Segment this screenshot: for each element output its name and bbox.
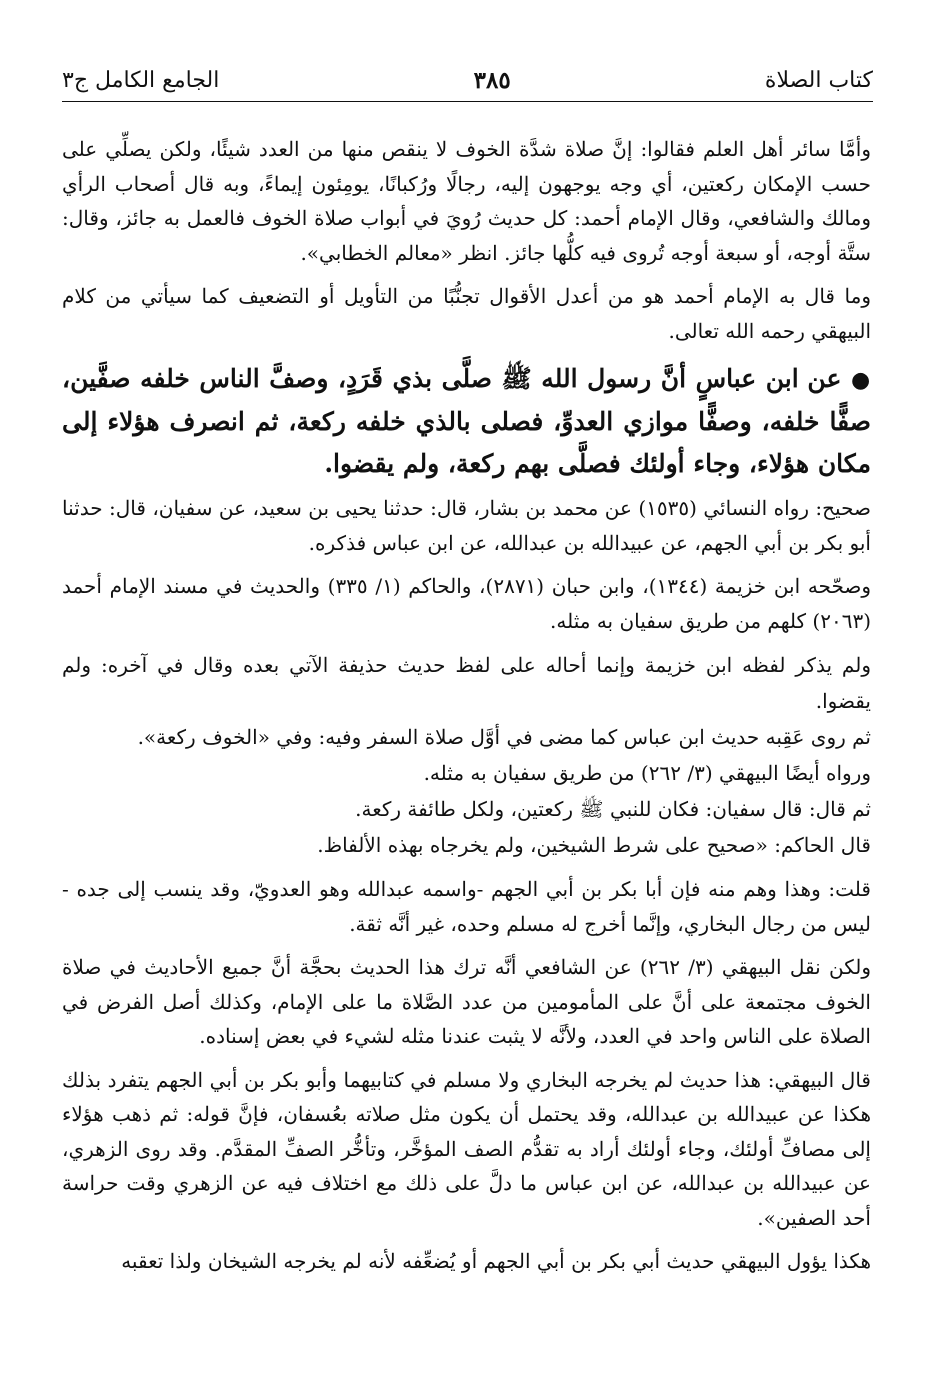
paragraph: قلت: وهذا وهم منه فإن أبا بكر بن أبي الجهم -واسمه عبدالله وهو العدويّ، وقد ينسب إلى جده - ليس من رجال البخاري، وإنَّما أخرج له مسلم وحده، غير أنَّه ثقة. [62, 877, 871, 936]
paragraph: ثم قال: قال سفيان: فكان للنبي ﷺ ركعتين، ولكل طائفة ركعة. [355, 797, 871, 821]
book-title: الجامع الكامل ج٣ [62, 67, 220, 93]
paragraph: قال الحاكم: «صحيح على شرط الشيخين، ولم يخرجاه بهذه الألفاظ. [317, 833, 871, 857]
page-body [62, 132, 871, 1279]
running-header [62, 62, 873, 98]
header-rule [62, 101, 873, 102]
paragraph: ورواه أيضًا البيهقي (٣/ ٢٦٢) من طريق سفيان به مثله. [423, 761, 871, 785]
paragraph: وما قال به الإمام أحمد هو من أعدل الأقوال تجنُّبًا من التأويل أو التضعيف كما سيأتي من كلام البيهقي رحمه الله تعالى. [62, 284, 871, 343]
paragraph: ولكن نقل البيهقي (٣/ ٢٦٢) عن الشافعي أنَّه ترك هذا الحديث بحجَّة أنَّ جميع الأحاديث في صلاة الخوف مجتمعة على أنَّ على المأمومين من عدد الصَّلاة ما على الإمام، وكذلك أصل الفرض في الصلاة على الناس واحد في العدد، ولأنَّه لا يثبت عندنا مثله لشيء في بعض إسناده. [62, 955, 871, 1048]
paragraph: صحيح: رواه النسائي (١٥٣٥) عن محمد بن بشار، قال: حدثنا يحيى بن سعيد، عن سفيان، قال: حدثنا أبو بكر بن أبي الجهم، عن عبيدالله بن عبدالله، عن ابن عباس فذكره. [62, 496, 871, 555]
hadith-text [62, 358, 871, 485]
chapter-title: كتاب الصلاة [764, 67, 873, 93]
bullet-icon: ● [850, 367, 871, 393]
paragraph: قال البيهقي: هذا حديث لم يخرجه البخاري ولا مسلم في كتابيهما وأبو بكر بن أبي الجهم يتفرد بذلك هكذا عن عبيدالله بن عبدالله، وقد يحتمل أن يكون مثل صلاته بعُسفان، فإنَّ قوله: ثم ذهب هؤلاء إلى مصافِّ أولئك، وجاء أولئك أراد به تقدُّم الصف المؤخَّر، وتأخُّر الصفِّ المقدَّم. وقد روى الزهري، عن عبيدالله بن عبدالله، عن ابن عباس ما دلَّ على ذلك مع اختلاف فيه عن الزهري وقت حراسة أحد الصفين». [62, 1067, 871, 1230]
paragraph: وصحّحه ابن خزيمة (١٣٤٤)، وابن حبان (٢٨٧١)، والحاكم (١/ ٣٣٥) والحديث في مسند الإمام أحمد (٢٠٦٣) كلهم من طريق سفيان به مثله. [62, 574, 872, 633]
paragraph: ولم يذكر لفظه ابن خزيمة وإنما أحاله على لفظ حديث حذيفة الآتي بعده وقال في آخره: ولم يقضوا. [62, 653, 871, 713]
paragraph: وأمَّا سائر أهل العلم فقالوا: إنَّ صلاة شدَّة الخوف لا ينقص منها من العدد شيئًا، ولكن يصلِّي على حسب الإمكان ركعتين، أي وجه يوجهون إليه، رجالًا ورُكبانًا، يومِئون إيماءً، وبه قال أصحاب الرأي ومالك والشافعي، وقال الإمام أحمد: كل حديث رُويَ في أبواب صلاة الخوف فالعمل به جائز، وقال: ستَّة أوجه، أو سبعة أوجه تُروى فيه كلُّها جائز. انظر «معالم الخطابي». [62, 137, 871, 265]
paragraph: هكذا يؤول البيهقي حديث أبي بكر بن أبي الجهم أو يُضعِّفه لأنه لم يخرجه الشيخان ولذا تعقبه [121, 1249, 871, 1273]
paragraph: ثم روى عَقِبه حديث ابن عباس كما مضى في أوَّل صلاة السفر وفيه: وفي «الخوف ركعة». [137, 725, 871, 749]
hadith-body: عن ابن عباسٍ أنَّ رسول الله ﷺ صلَّى بذي قَرَدٍ، وصفَّ الناس خلفه صفَّين، صفًّا خلفه، وصفًّا موازي العدوِّ، فصلى بالذي خلفه ركعة، ثم انصرف هؤلاء إلى مكان هؤلاء، وجاء أولئك فصلَّى بهم ركعة، ولم يقضوا. [62, 364, 871, 478]
page-number: ٣٨٥ [473, 66, 511, 94]
